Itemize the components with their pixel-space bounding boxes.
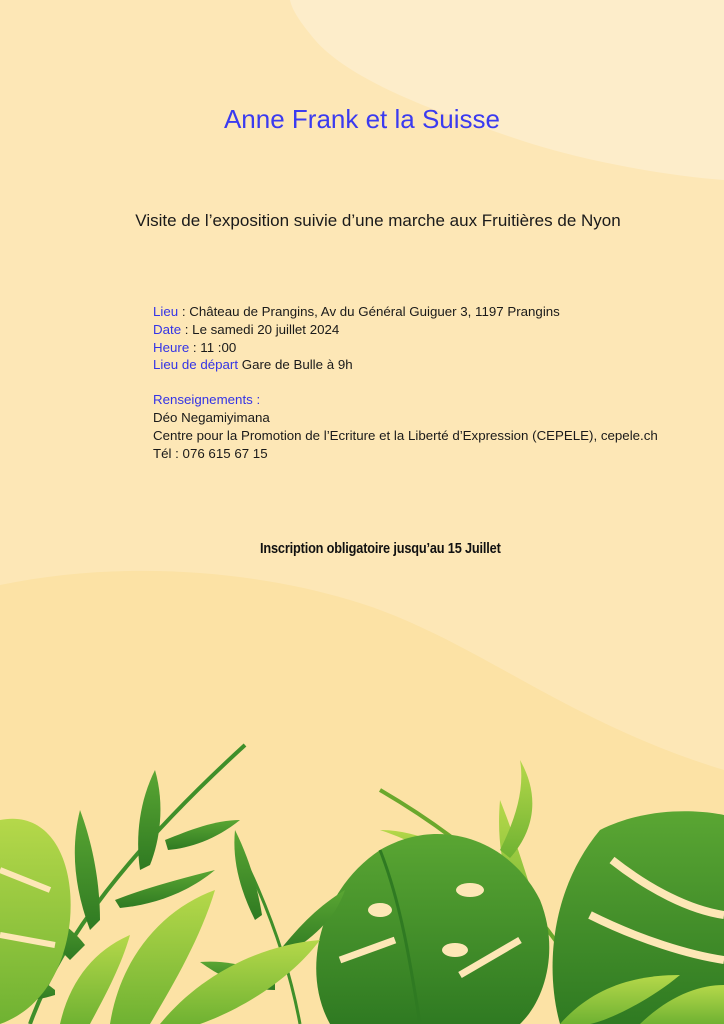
lieu-label: Lieu [153,304,179,319]
contact-org: Centre pour la Promotion de l’Ecriture et la Liberté d’Expression (CEPELE), cepele.ch [153,427,658,443]
heure-value: : 11 :00 [189,339,237,355]
event-details [153,303,658,462]
detail-date [153,321,658,339]
lieu-value: : Château de Prangins, Av du Général Guiguer 3, 1197 Prangins [178,304,560,319]
contact-name: Déo Negamiyimana [153,409,270,425]
depart-label: Lieu de départ [153,357,239,373]
registration-notice: Inscription obligatoire jusqu’au 15 Juillet [260,540,501,557]
date-value: : Le samedi 20 juillet 2024 [181,321,340,337]
page-subtitle: Visite de l’exposition suivie d’une marche aux Fruitières de Nyon [135,211,621,230]
monstera-leaf-left [0,819,71,1024]
date-label: Date [153,321,182,337]
depart-value: Gare de Bulle à 9h [238,357,353,373]
page-title: Anne Frank et la Suisse [223,104,501,134]
detail-lieu [153,303,658,321]
detail-heure [153,339,658,357]
detail-depart [153,356,658,374]
contact-label: Renseignements : [153,392,261,408]
contact-phone: Tél : 076 615 67 15 [153,445,268,461]
tropical-leaves-illustration [0,740,724,1024]
heure-label: Heure [153,339,190,355]
